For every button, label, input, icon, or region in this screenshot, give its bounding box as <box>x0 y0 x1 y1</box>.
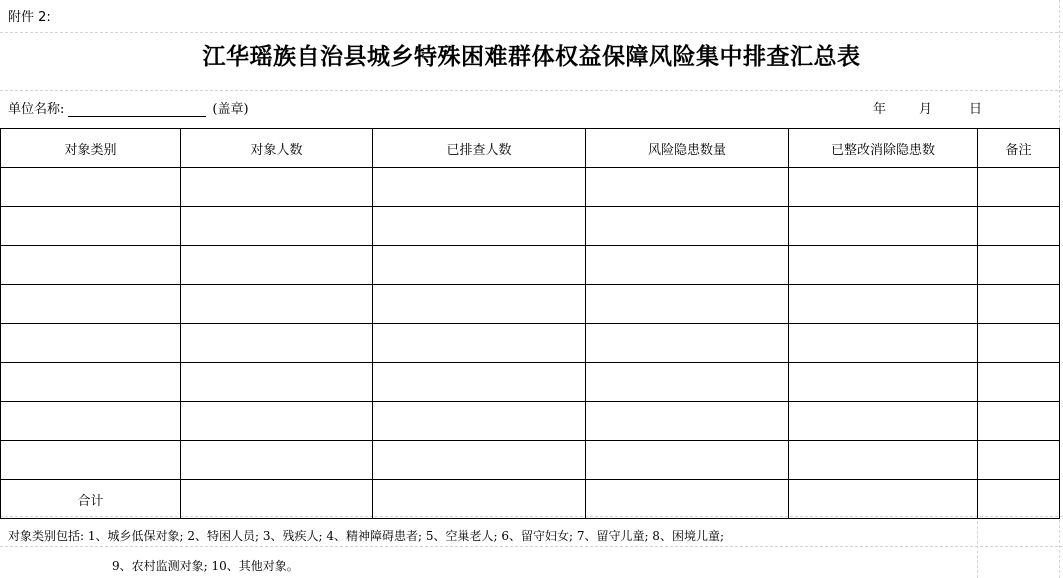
table-cell[interactable] <box>181 246 373 285</box>
table-cell[interactable] <box>789 207 978 246</box>
table-cell[interactable] <box>181 480 373 519</box>
table-cell[interactable] <box>181 402 373 441</box>
grid-line <box>0 90 1063 91</box>
table-cell[interactable] <box>586 324 789 363</box>
table-cell[interactable] <box>373 441 586 480</box>
table-row <box>1 402 1060 441</box>
table-cell[interactable] <box>1 207 181 246</box>
table-cell[interactable] <box>373 207 586 246</box>
table-cell[interactable] <box>978 168 1060 207</box>
date-month: 月 <box>919 102 933 117</box>
category-note-line1: 对象类别包括: 1、城乡低保对象; 2、特困人员; 3、残疾人; 4、精神障碍患者; 5、空巢老人; 6、留守妇女; 7、留守儿童; 8、困境儿童; <box>8 529 724 543</box>
table-cell[interactable] <box>1 363 181 402</box>
header-remarks: 备注 <box>978 129 1060 168</box>
table-cell[interactable] <box>586 168 789 207</box>
total-label: 合计 <box>1 480 181 519</box>
date-day: 日 <box>969 102 983 117</box>
table-cell[interactable] <box>978 246 1060 285</box>
table-cell[interactable] <box>978 402 1060 441</box>
seal-label: (盖章) <box>212 102 249 117</box>
table-cell[interactable] <box>1 285 181 324</box>
grid-line <box>0 32 1063 33</box>
category-note-line2: 9、农村监测对象; 10、其他对象。 <box>112 559 299 573</box>
table-cell[interactable] <box>789 285 978 324</box>
table-cell[interactable] <box>1 402 181 441</box>
table-cell[interactable] <box>789 402 978 441</box>
table-cell[interactable] <box>586 207 789 246</box>
table-cell[interactable] <box>978 207 1060 246</box>
table-cell[interactable] <box>978 441 1060 480</box>
table-cell[interactable] <box>789 363 978 402</box>
table-cell[interactable] <box>181 324 373 363</box>
table-cell[interactable] <box>1 324 181 363</box>
table-cell[interactable] <box>789 480 978 519</box>
unit-name-field[interactable] <box>68 102 206 117</box>
table-cell[interactable] <box>978 480 1060 519</box>
header-rectified-count: 已整改消除隐患数 <box>789 129 978 168</box>
grid-line <box>977 516 978 578</box>
table-cell[interactable] <box>789 168 978 207</box>
table-cell[interactable] <box>181 285 373 324</box>
table-cell[interactable] <box>789 246 978 285</box>
table-row <box>1 168 1060 207</box>
date-year: 年 <box>873 102 887 117</box>
header-checked-count: 已排查人数 <box>373 129 586 168</box>
table-cell[interactable] <box>586 480 789 519</box>
table-cell[interactable] <box>181 207 373 246</box>
page-title: 江华瑶族自治县城乡特殊困难群体权益保障风险集中排查汇总表 <box>202 43 861 70</box>
table-cell[interactable] <box>181 168 373 207</box>
table-cell[interactable] <box>978 363 1060 402</box>
table-cell[interactable] <box>373 246 586 285</box>
table-row <box>1 285 1060 324</box>
attachment-label: 附件 2: <box>8 10 51 25</box>
table-row <box>1 324 1060 363</box>
table-header-row <box>1 129 1060 168</box>
table-cell[interactable] <box>1 246 181 285</box>
table-cell[interactable] <box>181 441 373 480</box>
unit-name-label: 单位名称: <box>8 102 65 117</box>
unit-name-row <box>8 98 249 117</box>
header-risk-count: 风险隐患数量 <box>586 129 789 168</box>
header-category: 对象类别 <box>1 129 181 168</box>
table-cell[interactable] <box>978 285 1060 324</box>
table-row <box>1 441 1060 480</box>
table-row <box>1 207 1060 246</box>
table-cell[interactable] <box>373 402 586 441</box>
table-cell[interactable] <box>586 246 789 285</box>
table-cell[interactable] <box>586 285 789 324</box>
table-cell[interactable] <box>789 441 978 480</box>
table-row <box>1 363 1060 402</box>
table-cell[interactable] <box>789 324 978 363</box>
table-cell[interactable] <box>373 285 586 324</box>
total-row <box>1 480 1060 519</box>
table-cell[interactable] <box>586 363 789 402</box>
table-cell[interactable] <box>586 441 789 480</box>
table-cell[interactable] <box>373 363 586 402</box>
header-person-count: 对象人数 <box>181 129 373 168</box>
table-cell[interactable] <box>181 363 373 402</box>
summary-table <box>0 128 1060 519</box>
table-cell[interactable] <box>586 402 789 441</box>
table-cell[interactable] <box>978 324 1060 363</box>
table-cell[interactable] <box>373 480 586 519</box>
grid-line <box>0 546 1063 547</box>
table-cell[interactable] <box>1 441 181 480</box>
table-cell[interactable] <box>373 168 586 207</box>
table-row <box>1 246 1060 285</box>
table-cell[interactable] <box>1 168 181 207</box>
table-cell[interactable] <box>373 324 586 363</box>
